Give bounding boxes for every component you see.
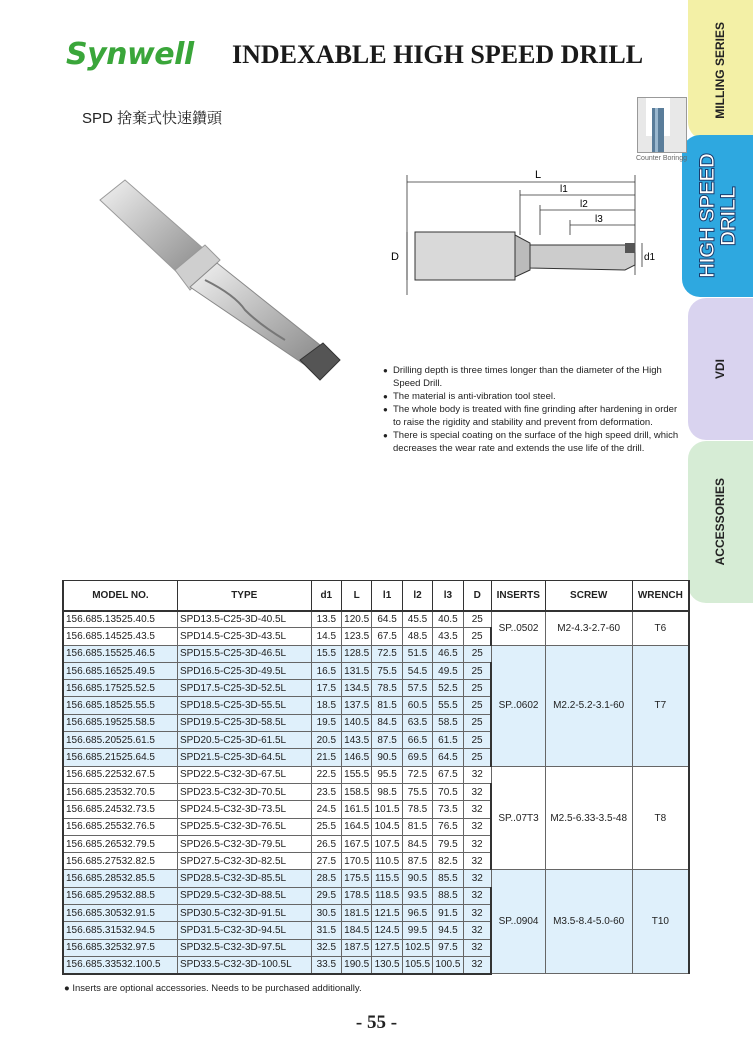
L-cell: 158.5	[341, 783, 371, 800]
D-cell: 32	[463, 939, 491, 956]
page-subtitle: SPD 捨棄式快速鑽頭	[82, 110, 223, 127]
dim-label-d1: d1	[644, 252, 656, 263]
model-cell: 156.685.21525.64.5	[63, 749, 177, 766]
screw-cell: M2.5-6.33-3.5-48	[545, 766, 632, 870]
type-cell: SPD33.5-C32-3D-100.5L	[177, 956, 311, 973]
l1-cell: 107.5	[372, 835, 402, 852]
tab-label: MILLING SERIES	[713, 21, 727, 119]
l2-cell: 93.5	[402, 887, 432, 904]
model-cell: 156.685.29532.88.5	[63, 887, 177, 904]
type-cell: SPD25.5-C32-3D-76.5L	[177, 818, 311, 835]
d1-cell: 18.5	[311, 697, 341, 714]
model-cell: 156.685.23532.70.5	[63, 783, 177, 800]
D-cell: 25	[463, 628, 491, 645]
col-header-l1: l1	[372, 581, 402, 611]
L-cell: 140.5	[341, 714, 371, 731]
l1-cell: 98.5	[372, 783, 402, 800]
D-cell: 32	[463, 956, 491, 973]
l1-cell: 104.5	[372, 818, 402, 835]
l3-cell: 100.5	[433, 956, 463, 973]
d1-cell: 19.5	[311, 714, 341, 731]
l1-cell: 87.5	[372, 732, 402, 749]
l1-cell: 67.5	[372, 628, 402, 645]
l3-cell: 91.5	[433, 905, 463, 922]
l2-cell: 66.5	[402, 732, 432, 749]
d1-cell: 17.5	[311, 680, 341, 697]
model-cell: 156.685.31532.94.5	[63, 922, 177, 939]
d1-cell: 24.5	[311, 801, 341, 818]
L-cell: 161.5	[341, 801, 371, 818]
d1-cell: 33.5	[311, 956, 341, 973]
l1-cell: 130.5	[372, 956, 402, 973]
l2-cell: 78.5	[402, 801, 432, 818]
table-header-row	[63, 581, 689, 611]
l2-cell: 84.5	[402, 835, 432, 852]
l1-cell: 72.5	[372, 645, 402, 662]
type-cell: SPD22.5-C32-3D-67.5L	[177, 766, 311, 783]
type-cell: SPD30.5-C32-3D-91.5L	[177, 905, 311, 922]
tab-high-speed-drill[interactable]	[682, 135, 753, 297]
table-row	[63, 766, 689, 783]
D-cell: 32	[463, 922, 491, 939]
D-cell: 32	[463, 870, 491, 887]
feature-list	[383, 364, 683, 455]
l3-cell: 70.5	[433, 783, 463, 800]
l3-cell: 67.5	[433, 766, 463, 783]
l3-cell: 58.5	[433, 714, 463, 731]
l1-cell: 115.5	[372, 870, 402, 887]
d1-cell: 23.5	[311, 783, 341, 800]
l3-cell: 49.5	[433, 662, 463, 679]
col-header-l3: l3	[433, 581, 463, 611]
D-cell: 25	[463, 680, 491, 697]
inserts-cell: SP..0502	[491, 611, 545, 646]
page-number: - 55 -	[355, 1012, 398, 1033]
col-header-L: L	[341, 581, 371, 611]
l3-cell: 97.5	[433, 939, 463, 956]
model-cell: 156.685.16525.49.5	[63, 662, 177, 679]
l2-cell: 99.5	[402, 922, 432, 939]
type-cell: SPD15.5-C25-3D-46.5L	[177, 645, 311, 662]
model-cell: 156.685.14525.43.5	[63, 628, 177, 645]
feature-item: ● Drilling depth is three times longer than the diameter of the High Speed Drill.	[383, 364, 683, 390]
type-cell: SPD32.5-C32-3D-97.5L	[177, 939, 311, 956]
model-cell: 156.685.19525.58.5	[63, 714, 177, 731]
d1-cell: 26.5	[311, 835, 341, 852]
L-cell: 120.5	[341, 611, 371, 628]
dim-label-L: L	[535, 169, 542, 181]
tab-label: HIGH SPEED DRILL	[695, 153, 740, 279]
dim-label-l3: l3	[595, 214, 603, 225]
screw-cell: M2.2-5.2-3.1-60	[545, 645, 632, 766]
l2-cell: 96.5	[402, 905, 432, 922]
d1-cell: 32.5	[311, 939, 341, 956]
screw-cell: M3.5-8.4-5.0-60	[545, 870, 632, 974]
L-cell: 175.5	[341, 870, 371, 887]
type-cell: SPD24.5-C32-3D-73.5L	[177, 801, 311, 818]
l3-cell: 88.5	[433, 887, 463, 904]
L-cell: 137.5	[341, 697, 371, 714]
model-cell: 156.685.33532.100.5	[63, 956, 177, 973]
l1-cell: 78.5	[372, 680, 402, 697]
type-cell: SPD31.5-C32-3D-94.5L	[177, 922, 311, 939]
model-cell: 156.685.28532.85.5	[63, 870, 177, 887]
l1-cell: 90.5	[372, 749, 402, 766]
col-header-type: TYPE	[177, 581, 311, 611]
wrench-cell: T8	[632, 766, 689, 870]
l1-cell: 118.5	[372, 887, 402, 904]
l2-cell: 51.5	[402, 645, 432, 662]
spec-table-body	[63, 611, 689, 974]
L-cell: 167.5	[341, 835, 371, 852]
table-row	[63, 870, 689, 887]
l3-cell: 46.5	[433, 645, 463, 662]
l3-cell: 55.5	[433, 697, 463, 714]
l3-cell: 40.5	[433, 611, 463, 628]
feature-item: ● The whole body is treated with fine grinding after hardening in order to raise the rigidity and stability and prevent from deformation.	[383, 403, 683, 429]
d1-cell: 13.5	[311, 611, 341, 628]
d1-cell: 25.5	[311, 818, 341, 835]
type-cell: SPD14.5-C25-3D-43.5L	[177, 628, 311, 645]
col-header-D: D	[463, 581, 491, 611]
l3-cell: 73.5	[433, 801, 463, 818]
spec-table	[62, 580, 690, 975]
d1-cell: 29.5	[311, 887, 341, 904]
D-cell: 32	[463, 835, 491, 852]
l3-cell: 43.5	[433, 628, 463, 645]
footnote: ● Inserts are optional accessories. Needs to be purchased additionally.	[64, 983, 362, 994]
tab-label: VDI	[713, 358, 727, 379]
brand-logo: Synwell	[66, 37, 194, 72]
d1-cell: 30.5	[311, 905, 341, 922]
d1-cell: 15.5	[311, 645, 341, 662]
l3-cell: 85.5	[433, 870, 463, 887]
d1-cell: 20.5	[311, 732, 341, 749]
d1-cell: 28.5	[311, 870, 341, 887]
D-cell: 32	[463, 905, 491, 922]
l3-cell: 61.5	[433, 732, 463, 749]
D-cell: 32	[463, 801, 491, 818]
table-row	[63, 611, 689, 628]
table-row	[63, 645, 689, 662]
l2-cell: 60.5	[402, 697, 432, 714]
l3-cell: 76.5	[433, 818, 463, 835]
type-cell: SPD23.5-C32-3D-70.5L	[177, 783, 311, 800]
type-cell: SPD28.5-C32-3D-85.5L	[177, 870, 311, 887]
model-cell: 156.685.22532.67.5	[63, 766, 177, 783]
D-cell: 25	[463, 749, 491, 766]
model-cell: 156.685.26532.79.5	[63, 835, 177, 852]
l2-cell: 75.5	[402, 783, 432, 800]
l2-cell: 87.5	[402, 853, 432, 870]
d1-cell: 31.5	[311, 922, 341, 939]
l3-cell: 82.5	[433, 853, 463, 870]
l3-cell: 79.5	[433, 835, 463, 852]
l1-cell: 95.5	[372, 766, 402, 783]
col-header-screw: SCREW	[545, 581, 632, 611]
L-cell: 143.5	[341, 732, 371, 749]
wrench-cell: T6	[632, 611, 689, 646]
drill-dimension-diagram	[385, 165, 665, 305]
model-cell: 156.685.32532.97.5	[63, 939, 177, 956]
model-cell: 156.685.13525.40.5	[63, 611, 177, 628]
D-cell: 25	[463, 645, 491, 662]
model-cell: 156.685.24532.73.5	[63, 801, 177, 818]
d1-cell: 27.5	[311, 853, 341, 870]
type-cell: SPD20.5-C25-3D-61.5L	[177, 732, 311, 749]
L-cell: 134.5	[341, 680, 371, 697]
l1-cell: 84.5	[372, 714, 402, 731]
type-cell: SPD26.5-C32-3D-79.5L	[177, 835, 311, 852]
L-cell: 184.5	[341, 922, 371, 939]
counter-boring-illustration	[637, 97, 687, 153]
l1-cell: 64.5	[372, 611, 402, 628]
D-cell: 25	[463, 714, 491, 731]
D-cell: 32	[463, 853, 491, 870]
drill-product-image	[95, 175, 350, 390]
l3-cell: 64.5	[433, 749, 463, 766]
model-cell: 156.685.15525.46.5	[63, 645, 177, 662]
wrench-cell: T10	[632, 870, 689, 974]
L-cell: 155.5	[341, 766, 371, 783]
col-header-l2: l2	[402, 581, 432, 611]
tab-vdi[interactable]	[688, 298, 753, 440]
l3-cell: 52.5	[433, 680, 463, 697]
d1-cell: 21.5	[311, 749, 341, 766]
type-cell: SPD21.5-C25-3D-64.5L	[177, 749, 311, 766]
l1-cell: 110.5	[372, 853, 402, 870]
D-cell: 32	[463, 766, 491, 783]
dim-label-l1: l1	[560, 184, 568, 195]
inserts-cell: SP..0904	[491, 870, 545, 974]
page-title: INDEXABLE HIGH SPEED DRILL	[232, 40, 644, 69]
l1-cell: 101.5	[372, 801, 402, 818]
L-cell: 181.5	[341, 905, 371, 922]
col-header-d1: d1	[311, 581, 341, 611]
D-cell: 25	[463, 732, 491, 749]
l2-cell: 72.5	[402, 766, 432, 783]
L-cell: 164.5	[341, 818, 371, 835]
screw-cell: M2-4.3-2.7-60	[545, 611, 632, 646]
l2-cell: 69.5	[402, 749, 432, 766]
D-cell: 25	[463, 697, 491, 714]
L-cell: 178.5	[341, 887, 371, 904]
col-header-inserts: INSERTS	[491, 581, 545, 611]
model-cell: 156.685.30532.91.5	[63, 905, 177, 922]
type-cell: SPD19.5-C25-3D-58.5L	[177, 714, 311, 731]
type-cell: SPD17.5-C25-3D-52.5L	[177, 680, 311, 697]
l2-cell: 81.5	[402, 818, 432, 835]
l2-cell: 105.5	[402, 956, 432, 973]
l2-cell: 63.5	[402, 714, 432, 731]
model-cell: 156.685.17525.52.5	[63, 680, 177, 697]
l1-cell: 75.5	[372, 662, 402, 679]
L-cell: 123.5	[341, 628, 371, 645]
D-cell: 32	[463, 783, 491, 800]
l1-cell: 81.5	[372, 697, 402, 714]
wrench-cell: T7	[632, 645, 689, 766]
model-cell: 156.685.18525.55.5	[63, 697, 177, 714]
L-cell: 131.5	[341, 662, 371, 679]
l2-cell: 54.5	[402, 662, 432, 679]
l3-cell: 94.5	[433, 922, 463, 939]
L-cell: 146.5	[341, 749, 371, 766]
l2-cell: 102.5	[402, 939, 432, 956]
tab-accessories[interactable]	[688, 441, 753, 603]
inserts-cell: SP..07T3	[491, 766, 545, 870]
l1-cell: 124.5	[372, 922, 402, 939]
d1-cell: 14.5	[311, 628, 341, 645]
l2-cell: 57.5	[402, 680, 432, 697]
type-cell: SPD13.5-C25-3D-40.5L	[177, 611, 311, 628]
D-cell: 32	[463, 887, 491, 904]
tab-milling-series[interactable]	[688, 0, 753, 140]
type-cell: SPD16.5-C25-3D-49.5L	[177, 662, 311, 679]
inserts-cell: SP..0602	[491, 645, 545, 766]
L-cell: 190.5	[341, 956, 371, 973]
feature-item: ● The material is anti-vibration tool steel.	[383, 390, 683, 403]
l2-cell: 48.5	[402, 628, 432, 645]
dim-label-D: D	[391, 251, 399, 263]
D-cell: 25	[463, 662, 491, 679]
l1-cell: 127.5	[372, 939, 402, 956]
col-header-model: MODEL NO.	[63, 581, 177, 611]
dim-label-l2: l2	[580, 199, 588, 210]
l2-cell: 45.5	[402, 611, 432, 628]
type-cell: SPD27.5-C32-3D-82.5L	[177, 853, 311, 870]
d1-cell: 16.5	[311, 662, 341, 679]
d1-cell: 22.5	[311, 766, 341, 783]
D-cell: 32	[463, 818, 491, 835]
model-cell: 156.685.27532.82.5	[63, 853, 177, 870]
L-cell: 170.5	[341, 853, 371, 870]
model-cell: 156.685.25532.76.5	[63, 818, 177, 835]
l1-cell: 121.5	[372, 905, 402, 922]
counter-boring-label: Counter Boringg	[636, 155, 687, 162]
col-header-wrench: WRENCH	[632, 581, 689, 611]
model-cell: 156.685.20525.61.5	[63, 732, 177, 749]
type-cell: SPD29.5-C32-3D-88.5L	[177, 887, 311, 904]
L-cell: 128.5	[341, 645, 371, 662]
D-cell: 25	[463, 611, 491, 628]
feature-item: ● There is special coating on the surface of the high speed drill, which decreases the wear rate and extends the use life of the drill.	[383, 429, 683, 455]
type-cell: SPD18.5-C25-3D-55.5L	[177, 697, 311, 714]
L-cell: 187.5	[341, 939, 371, 956]
tab-label: ACCESSORIES	[713, 478, 727, 566]
l2-cell: 90.5	[402, 870, 432, 887]
